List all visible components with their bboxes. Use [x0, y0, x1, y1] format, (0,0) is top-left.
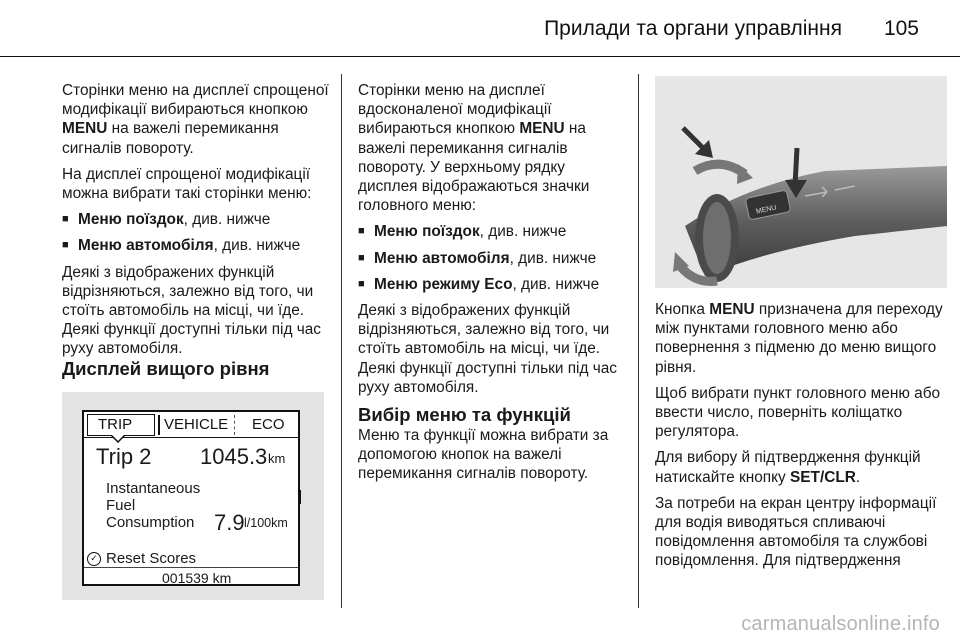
list-item: ■ Меню автомобіля, див. нижче	[358, 249, 628, 268]
column-2	[358, 81, 628, 491]
col1-intro: Сторінки меню на дисплеї спрощеної модифікації вибираються кнопкою MENU на важелі перемикання сигналів повороту.	[62, 82, 329, 157]
list-item: ■ Меню автомобіля, див. нижче	[62, 236, 334, 255]
label-consumption: Consumption	[106, 514, 195, 531]
header-rule	[0, 56, 960, 57]
odometer-divider	[84, 567, 298, 568]
reset-scores-label: Reset Scores	[106, 550, 197, 567]
list-item: ■ Меню поїздок, див. нижче	[358, 222, 628, 241]
tab-trip: TRIP	[98, 416, 133, 433]
page-number: 105	[883, 17, 919, 40]
col3-para2: Щоб вибрати пункт головного меню або ввести число, поверніть коліщатко регулятора.	[655, 384, 941, 441]
menu-tabs	[84, 412, 298, 438]
check-icon: ✓	[87, 552, 101, 566]
col1-note: Деякі з відображених функцій відрізняються, залежно від того, чи стоїть автомобіль на місці, чи їде. Деякі функції доступні тільки під час руху автомобіля.	[62, 263, 321, 358]
trip-unit: km	[268, 451, 286, 466]
column-divider-2	[638, 74, 639, 608]
col2-para: Меню та функції можна вибрати за допомогою кнопок на важелі перемикання сигналів повороту.	[358, 427, 609, 483]
page-header	[0, 0, 960, 56]
column-divider-1	[341, 74, 342, 608]
trip-name: Trip 2	[96, 444, 152, 469]
consumption-unit: l/100km	[244, 516, 288, 530]
label-instantaneous: Instantaneous	[106, 480, 201, 497]
col2-note: Деякі з відображених функцій відрізняються, залежно від того, чи стоїть автомобіль на місці, чи їде. Деякі функції доступні тільки під час руху автомобіля.	[358, 302, 617, 396]
page-title: Прилади та органи управління	[544, 17, 842, 40]
trip-value: 1045.3	[200, 444, 268, 469]
col3-para1: Кнопка MENU призначена для переходу між пунктами головного меню або повернення з підменю до меню вищого рівня.	[655, 301, 943, 376]
driver-info-screen	[82, 410, 300, 586]
turn-signal-stalk-illustration	[655, 76, 947, 288]
watermark: carmanualsonline.info	[741, 613, 940, 635]
tab-separator	[234, 415, 236, 435]
tab-vehicle: VEHICLE	[164, 416, 229, 433]
tab-pointer-icon	[111, 435, 125, 443]
display-figure	[62, 392, 324, 600]
tab-eco: ECO	[252, 416, 285, 433]
label-fuel: Fuel	[106, 497, 136, 514]
section-heading-menu-selection: Вибір меню та функцій	[358, 404, 571, 426]
column-1	[62, 81, 334, 366]
col1-para2: На дисплеї спрощеної модифікації можна вибрати такі сторінки меню:	[62, 165, 312, 203]
odometer: 001539 km	[162, 570, 232, 586]
menu-button-label: MENU	[755, 204, 778, 216]
col3-para3: Для вибору й підтвердження функцій натискайте кнопку SET/CLR.	[655, 449, 921, 486]
ring-inner	[703, 202, 731, 274]
section-heading-upper-display: Дисплей вищого рівня	[62, 358, 270, 379]
stalk-figure	[655, 76, 947, 288]
col2-intro: Сторінки меню на дисплеї вдосконаленої модифікації вибираються кнопкою MENU на важелі перемикання сигналів повороту. У верхньому рядку дисплея відображаються значки головного меню:	[358, 82, 590, 215]
consumption-value: 7.9	[214, 510, 245, 535]
col3-para4: За потреби на екран центру інформації для водія виводяться спливаючі повідомлення автомобіля та службові повідомлення. Для підтвердження	[655, 494, 937, 570]
column-3	[655, 300, 945, 578]
list-item: ■ Меню поїздок, див. нижче	[62, 210, 334, 229]
list-item: ■ Меню режиму Eco, див. нижче	[358, 275, 628, 294]
tab-separator	[158, 415, 160, 435]
scrollbar-indicator	[298, 490, 301, 504]
rotate-arrow-top-icon	[695, 164, 745, 174]
